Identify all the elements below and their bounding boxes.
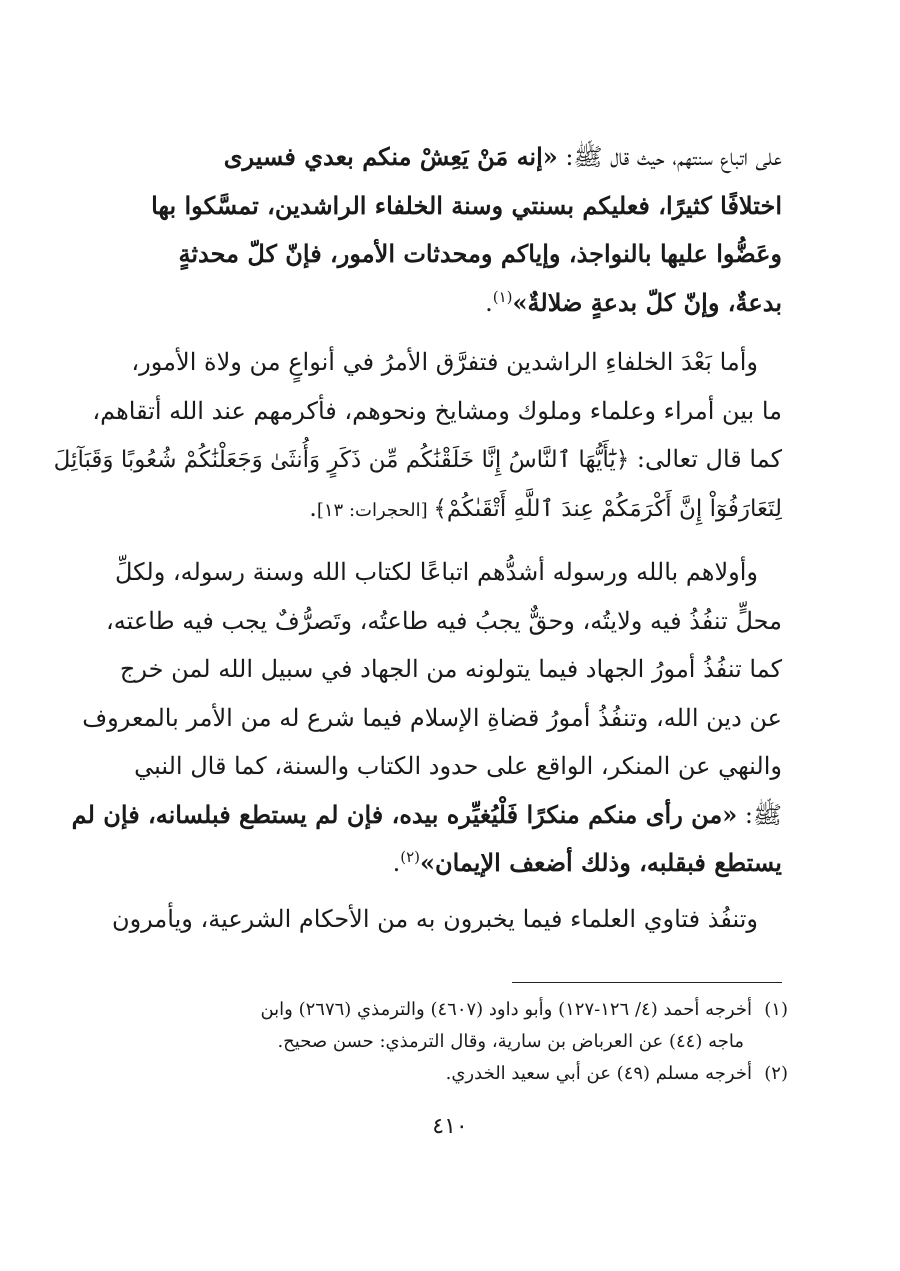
line-text: كما قال تعالى: xyxy=(629,445,782,473)
text-line xyxy=(53,435,782,484)
line-text: محلٍّ تنفُذُ فيه ولايتُه، وحقٌّ يجبُ فيه طاعتُه، وتَصرُّفٌ يجب فيه طاعته، xyxy=(106,606,782,635)
text-line xyxy=(114,548,782,597)
line-text: . xyxy=(392,849,401,877)
line-text: . xyxy=(309,493,317,522)
line-text: ما بين أمراء وعلماء وملوك ومشايخ ونحوهم، فأكرمهم عند الله أتقاهم، xyxy=(92,396,782,425)
footnote-1 xyxy=(108,994,788,1026)
line-text: ﷺ: xyxy=(737,800,782,829)
text-line xyxy=(118,645,782,694)
text-line xyxy=(92,387,782,436)
line-text: وأما بَعْدَ الخلفاءِ الراشدين فتفرَّق الأمرُ في أنواعٍ من ولاة الأمور، xyxy=(131,348,758,376)
text-line xyxy=(118,230,782,279)
paragraph-3 xyxy=(71,548,782,888)
line-text: وأولاهم بالله ورسوله أشدُّهم اتباعًا لكتاب الله وسنة رسوله، ولكلِّ xyxy=(114,558,758,586)
line-text: عن دين الله، وتنفُذُ أمورُ قضاةِ الإسلام فيما شرع له من الأمر بالمعروف xyxy=(82,703,782,732)
footnote-text: ماجه (٤٤) عن العرباض بن سارية، وقال الترمذي: حسن صحيح. xyxy=(277,1031,744,1052)
text-line xyxy=(82,694,782,743)
footnote-1-continuation xyxy=(108,1026,788,1058)
hadith-text: «من رأى منكم منكرًا فَلْيُغيِّره بيده، فإن لم يستطع فبلسانه، فإن لم xyxy=(71,799,738,829)
footnote-2 xyxy=(108,1058,788,1090)
footnote-number: (١) xyxy=(764,999,788,1020)
hadith-text: بدعةٌ، وإنّ كلّ بدعةٍ ضلالةٌ» xyxy=(512,287,782,317)
hadith-text: اختلافًا كثيرًا، فعليكم بسنتي وسنة الخلفاء الراشدين، تمسَّكوا بها xyxy=(151,190,782,220)
paragraph-4 xyxy=(111,895,782,944)
text-line xyxy=(118,484,782,533)
text-line xyxy=(118,279,782,328)
text-line xyxy=(118,742,782,791)
page-number: ٤١٠ xyxy=(432,1114,468,1139)
line-text: على اتباع سنتهم، حيث قال ﷺ: xyxy=(557,143,782,171)
footnote-marker: (٢) xyxy=(400,848,420,866)
paragraph-1 xyxy=(118,133,782,327)
text-line xyxy=(118,133,782,182)
paragraph-2 xyxy=(53,338,782,532)
line-text: . xyxy=(485,288,493,317)
quran-verse: ﴿يَٰٓأَيُّهَا ٱلنَّاسُ إِنَّا خَلَقْنَٰكُم مِّن ذَكَرٍ وَأُنثَىٰ وَجَعَلْنَٰكُمْ شُعُوبًا وَقَبَآئِلَ xyxy=(53,447,630,473)
footnote-separator xyxy=(512,982,782,983)
hadith-text: وعَضُّوا عليها بالنواجذ، وإياكم ومحدثات الأمور، فإنّ كلّ محدثةٍ xyxy=(178,239,782,268)
footnote-text: أخرجه أحمد (٤/ ١٢٦-١٢٧) وأبو داود (٤٦٠٧) والترمذي (٢٦٧٦) وابن xyxy=(260,999,752,1020)
line-text: والنهي عن المنكر، الواقع على حدود الكتاب والسنة، كما قال النبي xyxy=(134,752,782,780)
line-text: وتنفُذ فتاوي العلماء فيما يخبرون به من الأحكام الشرعية، ويأمرون xyxy=(111,905,758,933)
footnote-marker: (١) xyxy=(492,287,513,306)
footnotes xyxy=(108,994,788,1090)
verse-reference: [الحجرات: ١٣] xyxy=(316,499,434,521)
text-line xyxy=(71,791,782,840)
text-line xyxy=(118,338,782,387)
text-line xyxy=(106,597,782,646)
text-line xyxy=(118,182,782,231)
footnote-number: (٢) xyxy=(764,1063,788,1084)
footnote-text: أخرجه مسلم (٤٩) عن أبي سعيد الخدري. xyxy=(445,1063,752,1084)
hadith-text: «إنه مَنْ يَعِشْ منكم بعدي فسيرى xyxy=(223,142,558,171)
text-line xyxy=(118,839,782,888)
line-text: كما تنفُذُ أمورُ الجهاد فيما يتولونه من الجهاد في سبيل الله لمن خرج xyxy=(119,655,782,683)
hadith-text: يستطع فبقلبه، وذلك أضعف الإيمان» xyxy=(419,848,782,877)
text-line xyxy=(111,895,782,944)
quran-verse: لِتَعَارَفُوٓاْ إِنَّ أَكْرَمَكُمْ عِندَ ٱللَّهِ أَتْقَىٰكُمْ﴾ xyxy=(433,495,782,522)
